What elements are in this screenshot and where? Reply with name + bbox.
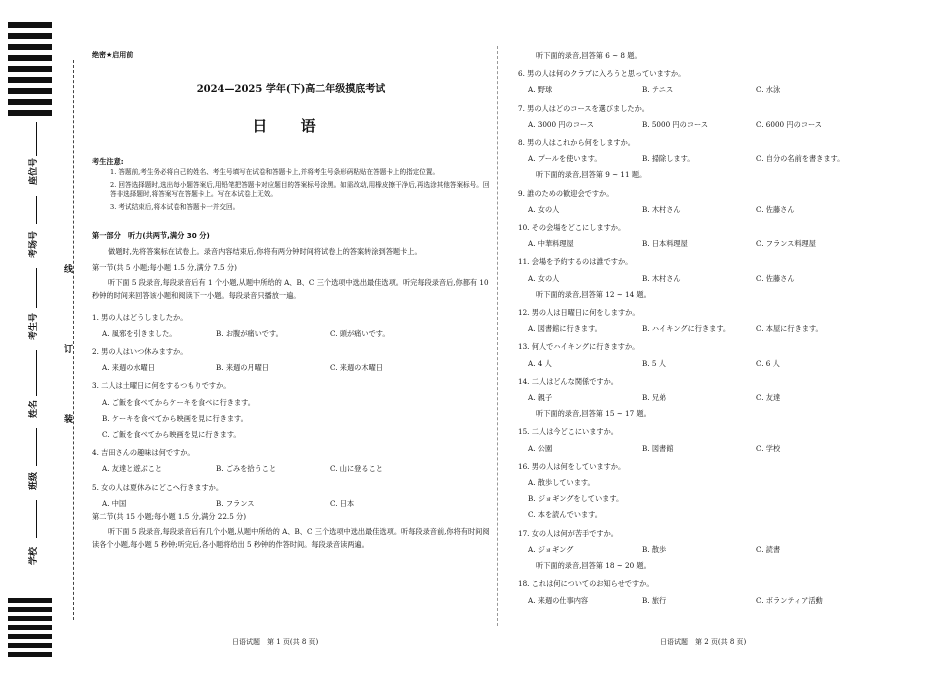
option-b: B. 日本料理屋 xyxy=(642,239,688,249)
option-a: A. 中国 xyxy=(102,498,127,508)
binding-stripes-top xyxy=(8,22,52,126)
question-9-options xyxy=(528,206,918,213)
subject-title: 日 语 xyxy=(252,117,330,135)
option-a: A. 中華料理屋 xyxy=(528,239,574,249)
name-label: 姓名 xyxy=(29,399,39,418)
question-12-stem: 12. 男の人は日曜日に何をしますか。 xyxy=(518,308,640,318)
notice-item: 2. 回答选择题时,选出每小题答案后,用铅笔把答题卡对应题目的答案标号涂黑。如需改动,用橡皮擦干净后,再选涂其他答案标号。回答非选择题时,将答案写在答题卡上。写在本试卷上无效。 xyxy=(110,180,490,199)
seat-number-line xyxy=(36,122,37,156)
option-c: C. 読書 xyxy=(756,544,781,554)
notice-heading: 考生注意: xyxy=(92,157,124,166)
question-2-options xyxy=(102,364,490,371)
option-b: B. 木村さん xyxy=(642,204,681,214)
column-divider xyxy=(497,46,498,626)
question-8-stem: 8. 男の人はこれから何をしますか。 xyxy=(518,138,635,148)
cut-mark-bind: 装 xyxy=(64,415,74,425)
name-line xyxy=(36,350,37,396)
page-2 xyxy=(518,52,918,604)
page-1-footer: 日语试题 第 1 页(共 8 页) xyxy=(232,638,319,646)
page-1 xyxy=(92,52,490,551)
exam-title: 2024—2025 学年(下)高二年级摸底考试 xyxy=(196,84,386,95)
question-8-options xyxy=(528,155,918,162)
option-a: A. 風邪を引きました。 xyxy=(102,328,177,338)
question-4-stem: 4. 吉田さんの趣味は何ですか。 xyxy=(92,448,195,458)
option-c: C. 水泳 xyxy=(756,85,781,95)
question-13-options xyxy=(528,360,918,367)
option-c: C. 来週の木曜日 xyxy=(330,363,383,373)
question-9-stem: 9. 誰のための歓迎会ですか。 xyxy=(518,188,614,198)
option-a: A. 女の人 xyxy=(528,204,560,214)
question-17-stem: 17. 女の人は何が苦手ですか。 xyxy=(518,528,618,538)
cut-mark-staple: 订 xyxy=(64,345,74,355)
question-11-stem: 11. 会場を予約するのは誰ですか。 xyxy=(518,257,633,267)
option-c: C. 佐藤さん xyxy=(756,273,795,283)
option-a: A. 来週の仕事内容 xyxy=(528,595,589,605)
option-b: B. 5000 円のコース xyxy=(642,119,709,129)
option-a: A. 3000 円のコース xyxy=(528,119,594,129)
question-5-stem: 5. 女の人は夏休みにどこへ行きますか。 xyxy=(92,482,224,492)
group-instruction: 听下面的录音,回答第 6 ~ 8 题。 xyxy=(536,51,642,60)
option-c: C. ボランティア活動 xyxy=(756,595,823,605)
option-c: C. 佐藤さん xyxy=(756,204,795,214)
option-b: B. 木村さん xyxy=(642,273,681,283)
option-b: B. テニス xyxy=(642,85,674,95)
cut-mark-line: 线 xyxy=(64,265,74,275)
option-c: C. 本を読んでいます。 xyxy=(528,510,602,520)
question-12-options xyxy=(528,325,918,332)
question-1-options xyxy=(102,330,490,337)
option-c: C. 6 人 xyxy=(756,358,780,368)
option-b: B. 散歩 xyxy=(642,544,667,554)
option-a: A. 野球 xyxy=(528,85,553,95)
option-a: A. 図書館に行きます。 xyxy=(528,324,602,334)
exam-room-line xyxy=(36,196,37,224)
section2-intro: 听下面 5 段录音,每段录音后有几个小题,从题中所给的 A、B、C 三个选项中选出最佳选项。听每段录音前,你将有时间阅读各个小题,每小题 5 秒钟;听完后,各小题将给出 5 秒钟的作答时间。每段录音读两遍。 xyxy=(92,527,490,549)
option-a: A. ジョギング xyxy=(528,544,574,554)
question-15-options xyxy=(528,445,918,452)
part1-intro: 做题时,先将答案标在试卷上。录音内容结束后,你将有两分钟时间将试卷上的答案转涂到答题卡上。 xyxy=(108,246,422,256)
page-2-footer: 日语试题 第 2 页(共 8 页) xyxy=(660,638,747,646)
option-a: A. 来週の水曜日 xyxy=(102,363,155,373)
question-10-options xyxy=(528,240,918,247)
option-b: B. 旅行 xyxy=(642,595,667,605)
section1-intro: 听下面 5 段录音,每段录音后有 1 个小题,从题中所给的 A、B、C 三个选项中选出最佳选项。听完每段录音后,你都有 10 秒钟的时间来回答该小题和阅读下一小题。每段录音只播放一遍。 xyxy=(92,278,489,300)
option-b: B. ケーキを食べてから映画を見に行きます。 xyxy=(102,413,248,423)
group-instruction: 听下面的录音,回答第 15 ~ 17 题。 xyxy=(536,409,651,419)
option-c: C. 自分の名前を書きます。 xyxy=(756,154,845,164)
seat-number-label: 座位号 xyxy=(29,157,39,185)
section1-heading: 第一节(共 5 小题;每小题 1.5 分,满分 7.5 分) xyxy=(92,263,237,273)
option-c: C. 学校 xyxy=(756,443,781,453)
option-c: C. ご飯を食べてから映画を見に行きます。 xyxy=(102,430,241,439)
option-a: A. プールを使います。 xyxy=(528,154,602,164)
question-6-stem: 6. 男の人は何のクラブに入ろうと思っていますか。 xyxy=(518,69,686,79)
option-b: B. ハイキングに行きます。 xyxy=(642,324,731,334)
question-6-options xyxy=(528,86,918,93)
option-a: A. 公園 xyxy=(528,443,553,453)
option-c: C. 山に登ること xyxy=(330,464,383,474)
question-3-stem: 3. 二人は土曜日に何をするつもりですか。 xyxy=(92,381,231,391)
school-line xyxy=(36,500,37,538)
question-7-stem: 7. 男の人はどのコースを選びましたか。 xyxy=(518,103,649,113)
binding-stripes-bottom xyxy=(8,598,52,664)
question-2-stem: 2. 男の人はいつ休みますか。 xyxy=(92,346,188,356)
exam-room-label: 考场号 xyxy=(29,230,39,258)
school-label: 学校 xyxy=(29,546,39,565)
class-label: 班级 xyxy=(29,471,39,490)
option-c: C. 頭が痛いです。 xyxy=(330,328,390,338)
option-b: B. ごみを拾うこと xyxy=(216,464,277,474)
question-10-stem: 10. その会場をどこにしますか。 xyxy=(518,223,626,233)
part1-heading: 第一部分 听力(共两节,满分 30 分) xyxy=(92,231,210,241)
class-line xyxy=(36,428,37,466)
question-16-stem: 16. 男の人は何をしていますか。 xyxy=(518,461,626,471)
question-7-options xyxy=(528,121,918,128)
question-18-stem: 18. これは何についてのお知らせですか。 xyxy=(518,579,654,589)
question-4-options xyxy=(102,465,490,472)
question-14-stem: 14. 二人はどんな関係ですか。 xyxy=(518,376,618,386)
question-5-options xyxy=(102,500,490,507)
group-instruction: 听下面的录音,回答第 18 ~ 20 题。 xyxy=(536,561,651,571)
option-a: A. ご飯を食べてからケーキを食べに行きます。 xyxy=(102,397,255,407)
binding-cut-line xyxy=(73,60,75,620)
question-14-options xyxy=(528,394,918,401)
question-1-stem: 1. 男の人はどうしましたか。 xyxy=(92,312,188,322)
option-a: A. 4 人 xyxy=(528,358,552,368)
option-b: B. 掃除します。 xyxy=(642,154,695,164)
option-a: A. 親子 xyxy=(528,393,553,403)
question-15-stem: 15. 二人は今どこにいますか。 xyxy=(518,427,618,437)
option-c: C. 日本 xyxy=(330,498,355,508)
option-b: B. 兄弟 xyxy=(642,393,667,403)
option-c: C. フランス料理屋 xyxy=(756,239,816,249)
option-a: A. 女の人 xyxy=(528,273,560,283)
student-id-line xyxy=(36,268,37,308)
option-b: B. 5 人 xyxy=(642,358,666,368)
notice-item: 1. 答题前,考生务必将自己的姓名、考生号填写在试卷和答题卡上,并将考生号条形码粘贴在答题卡上的指定位置。 xyxy=(110,168,440,177)
option-c: C. 本屋に行きます。 xyxy=(756,324,823,334)
group-instruction: 听下面的录音,回答第 9 ~ 11 题。 xyxy=(536,170,647,180)
question-17-options xyxy=(528,546,918,553)
group-instruction: 听下面的录音,回答第 12 ~ 14 题。 xyxy=(536,289,651,299)
option-b: B. ジョギングをしています。 xyxy=(528,494,624,504)
question-13-stem: 13. 何人でハイキングに行きますか。 xyxy=(518,342,640,352)
option-a: A. 散歩しています。 xyxy=(528,478,595,488)
student-id-label: 考生号 xyxy=(29,312,39,340)
option-c: C. 友達 xyxy=(756,393,781,403)
option-c: C. 6000 円のコース xyxy=(756,119,822,129)
notice-item: 3. 考试结束后,将本试卷和答题卡一并交回。 xyxy=(110,202,240,211)
confidential-mark: 绝密★启用前 xyxy=(92,51,134,59)
option-b: B. 来週の月曜日 xyxy=(216,363,269,373)
section2-heading: 第二节(共 15 小题;每小题 1.5 分,满分 22.5 分) xyxy=(92,512,247,522)
question-18-options xyxy=(528,597,918,604)
option-b: B. フランス xyxy=(216,498,255,508)
option-a: A. 友達と遊ぶこと xyxy=(102,464,163,474)
question-11-options xyxy=(528,275,918,282)
option-b: B. お腹が痛いです。 xyxy=(216,328,283,338)
option-b: B. 図書館 xyxy=(642,443,674,453)
